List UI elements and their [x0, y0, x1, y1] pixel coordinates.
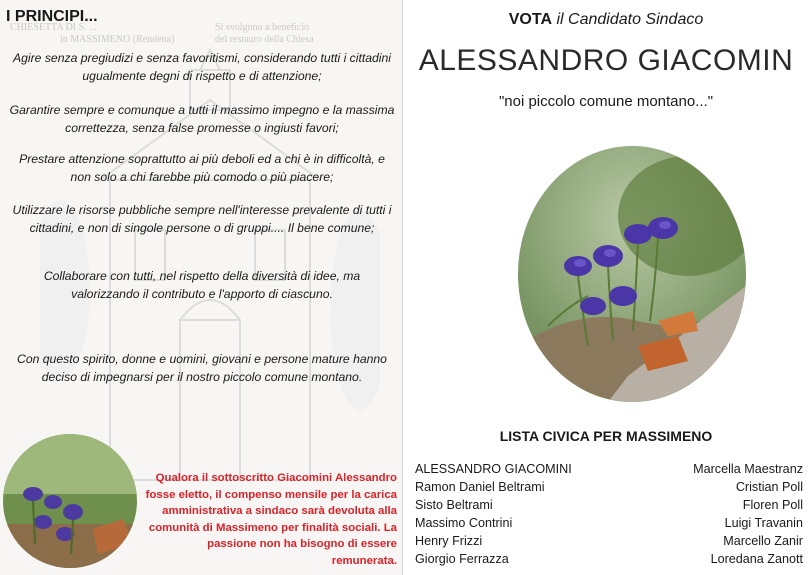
vote-subtitle: il Candidato Sindaco: [556, 11, 704, 28]
faded-caption: del restauro della Chiesa: [215, 34, 314, 45]
candidate-list-item: Floren Poll: [742, 498, 803, 512]
principle-text: Prestare attenzione soprattutto ai più deboli ed a chi è in difficoltà, e non solo a chi farebbe più comodo o più piacere;: [19, 152, 385, 184]
candidate-list-item: Marcello Zanir: [723, 534, 803, 548]
candidate-list-item: Marcella Maestranz: [693, 462, 803, 476]
closing-statement: Con questo spirito, donne e uomini, giovani e persone mature hanno deciso di impegnarsi per il nostro piccolo comune montano.: [17, 352, 387, 384]
candidate-panel: [403, 0, 809, 575]
compensation-disclaimer: Qualora il sottoscritto Giacomini Alessandro fosse eletto, il compenso mensile per la carica amministrativa a sindaco sarà devoluta alla comunità di Massimeno per finalità sociali. La passione non ha bisogno di essere remunerata.: [145, 472, 397, 567]
principles-title: I PRINCIPI...: [6, 8, 98, 25]
faded-caption: Si svolgono a beneficio: [215, 22, 310, 33]
vote-heading: [403, 11, 809, 29]
principle-text: Garantire sempre e comunque a tutti il massimo impegno e la massima correttezza, senza false promesse o ingiusti favori;: [9, 103, 395, 135]
candidate-list-item: Massimo Contrini: [415, 516, 513, 530]
candidates-list-left: [415, 460, 572, 568]
candidate-list-item: Loredana Zanott: [710, 552, 803, 566]
candidate-list-item: ALESSANDRO GIACOMINI: [415, 462, 572, 476]
candidates-list-right: [693, 460, 803, 568]
principle-text: Agire senza pregiudizi e senza favoritismi, considerando tutti i cittadini ugualmente degni di rispetto e di attenzione;: [12, 51, 391, 83]
candidate-list-item: Giorgio Ferrazza: [415, 552, 509, 566]
candidate-list-item: Cristian Poll: [735, 480, 803, 494]
vote-word: VOTA: [508, 11, 553, 28]
faded-caption: in MASSIMENO (Rendena): [60, 34, 175, 45]
flower-photo-small: [3, 434, 137, 568]
faded-caption: CHIESETTA DI S. ...: [10, 22, 97, 33]
candidate-list-item: Luigi Travanin: [724, 516, 803, 530]
candidate-name: ALESSANDRO GIACOMIN: [418, 44, 794, 77]
campaign-motto: "noi piccolo comune montano...": [498, 93, 714, 110]
candidate-list-item: Henry Frizzi: [415, 534, 483, 548]
principle-text: Utilizzare le risorse pubbliche sempre nell'interesse prevalente di tutti i cittadini, e non di singole persone o di gruppi.... Il bene comune;: [12, 203, 392, 235]
flower-photo-large: [518, 146, 746, 402]
principle-text: Collaborare con tutti, nel rispetto della diversità di idee, ma valorizzando il contributo e l'apporto di ciascuno.: [43, 269, 361, 301]
candidate-list-item: Sisto Beltrami: [415, 498, 493, 512]
list-title: LISTA CIVICA PER MASSIMENO: [499, 428, 713, 444]
candidate-list-item: Ramon Daniel Beltrami: [415, 480, 545, 494]
principles-panel: [0, 0, 403, 575]
